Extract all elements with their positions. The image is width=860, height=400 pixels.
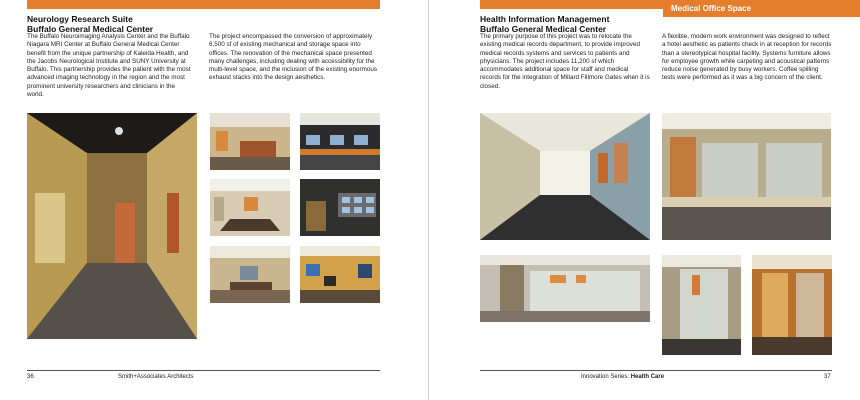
scope-paragraph: The project encompassed the conversion of approximately 6,500 sf of existing mechanical and storage space into offices. The renovation of the mechanical space presented many challenges, including dealing with accessibility for the multi-level space, and the inclusion of the existing enormous exhaust stacks into the design aesthetics.	[209, 33, 378, 82]
project-location: Buffalo General Medical Center	[27, 24, 154, 34]
footer-rule	[27, 370, 380, 371]
project-heading	[480, 14, 609, 34]
right-page	[430, 0, 860, 400]
design-paragraph: A flexible, modern work environment was designed to reflect a hotel aesthetic as patients check in at reception for records than a stereotypical hospital facility. Systems furniture allows for employee growth while carpeting and acoustical patterns reduce noise generated by busy workers. Coffee spilling tests were performed as it was a big concern of the client.	[662, 33, 832, 82]
footer-rule	[480, 370, 832, 371]
accent-band	[27, 0, 380, 9]
intro-paragraph: The Buffalo Neuroimaging Analysis Center and the Buffalo Niagara MRI Center at Buffalo General Medical Center benefit from the unique partnership of Kaleida Health, and the Jacobs Neurological Institute and SUNY University at Buffalo. This partnership provides the patient with the most advanced imaging technology in the region and the most prominent university researchers and clinicians in the world.	[27, 33, 191, 99]
project-title: Neurology Research Suite	[27, 14, 133, 24]
records-corridor-photo	[480, 113, 650, 240]
lab-photo	[300, 113, 380, 170]
doorway-photo	[662, 255, 741, 355]
firm-name: Smith+Associates Architects	[118, 374, 194, 380]
reception-desk-photo	[662, 113, 831, 240]
left-page	[0, 0, 429, 400]
accent-band	[480, 0, 680, 9]
page-number: 37	[824, 374, 831, 380]
corridor-photo	[27, 113, 197, 339]
office-photo	[210, 246, 290, 303]
entrance-photo	[752, 255, 832, 355]
imaging-suite-photo	[300, 246, 380, 303]
series-topic: Health Care	[630, 374, 665, 380]
conference-photo	[210, 179, 290, 236]
workstation-photo	[300, 179, 380, 236]
project-title: Health Information Management	[480, 14, 610, 24]
section-tab: Medical Office Space	[663, 0, 860, 17]
page-number: 36	[27, 374, 34, 380]
glass-wall-photo	[480, 255, 650, 322]
reception-photo	[210, 113, 290, 170]
project-heading	[27, 14, 153, 34]
purpose-paragraph: The primary purpose of this project was to relocate the existing medical records department, to provide improved medical records systems and services to patients and physicians. The project includes 11,200 sf which accommodates additional space for staff and medical records for the integration of Millard Fillmore Gates when it is closed.	[480, 33, 650, 90]
project-location: Buffalo General Medical Center	[480, 24, 607, 34]
series-label: Innovation Series: Health Care	[581, 374, 665, 380]
